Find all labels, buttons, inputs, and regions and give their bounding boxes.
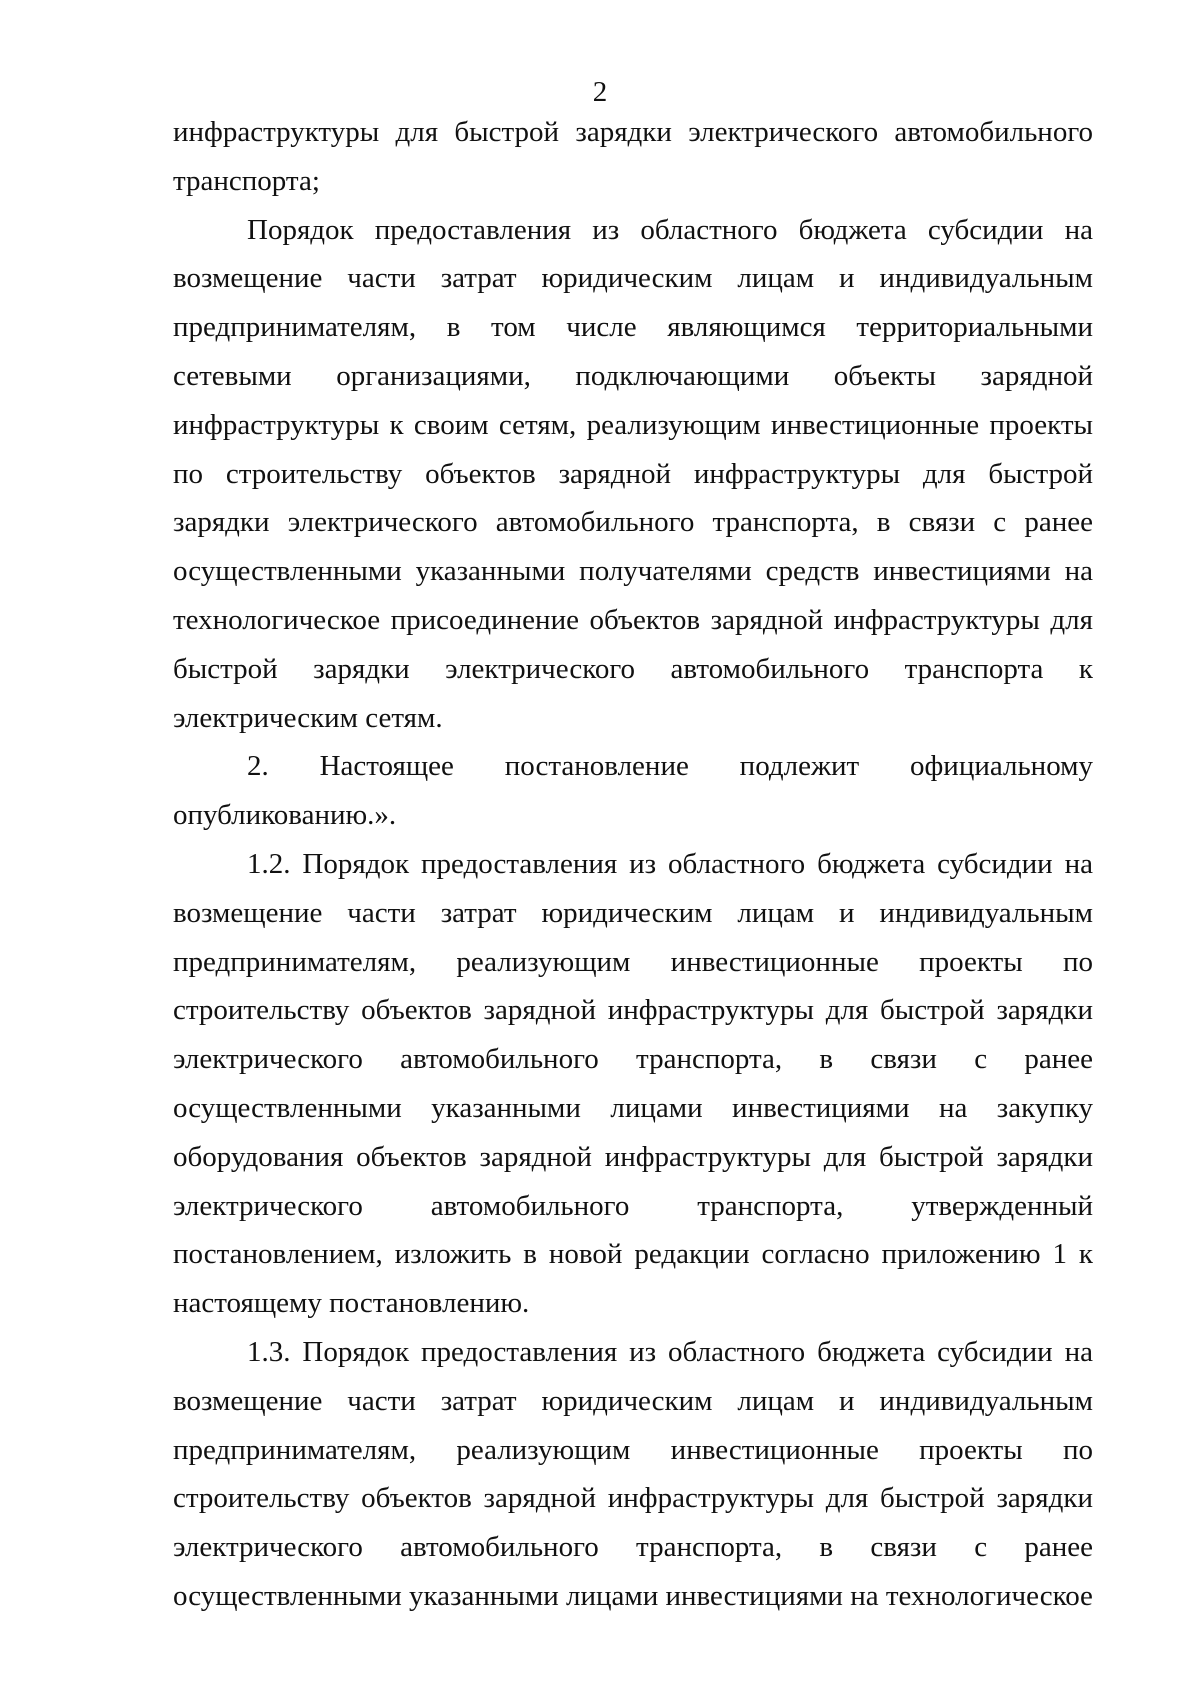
paragraph-item-1-2: 1.2. Порядок предоставления из областного бюджета субсидии на возмещение части затрат юридическим лицам и индивидуальным предпринимателям, реализующим инвестиционные проекты по строительству объектов зарядной инфраструктуры для быстрой зарядки электрического автомобильного транспорта, в связи с ранее осуществленными указанными лицами инвестициями на закупку оборудования объектов зарядной инфраструктуры для быстрой зарядки электрического автомобильного транспорта, утвержденный постановлением, изложить в новой редакции согласно приложению 1 к настоящему постановлению. — [173, 847, 1093, 1320]
paragraph-publication-clause: 2. Настоящее постановление подлежит официальному опубликованию.». — [173, 750, 1093, 832]
paragraph-item-1-3: 1.3. Порядок предоставления из областного бюджета субсидии на возмещение части затрат юридическим лицам и индивидуальным предпринимателям, реализующим инвестиционные проекты по строительству объектов зарядной инфраструктуры для быстрой зарядки электрического автомобильного транспорта, в связи с ранее осуществленными указанными лицами инвестициями на технологическое — [173, 1335, 1093, 1612]
paragraph-continuation: инфраструктуры для быстрой зарядки электрического автомобильного транспорта; — [173, 116, 1093, 197]
page-number: 2 — [592, 76, 608, 108]
paragraph-order-network-connection: Порядок предоставления из областного бюджета субсидии на возмещение части затрат юридическим лицам и индивидуальным предпринимателям, в том числе являющимся территориальными сетевыми организациями, подключающими объекты зарядной инфраструктуры к своим сетям, реализующим инвестиционные проекты по строительству объектов зарядной инфраструктуры для быстрой зарядки электрического автомобильного транспорта, в связи с ранее осуществленными указанными получателями средств инвестициями на технологическое присоединение объектов зарядной инфраструктуры для быстрой зарядки электрического автомобильного транспорта к электрическим сетям. — [173, 213, 1093, 734]
document-body — [173, 108, 1093, 1621]
